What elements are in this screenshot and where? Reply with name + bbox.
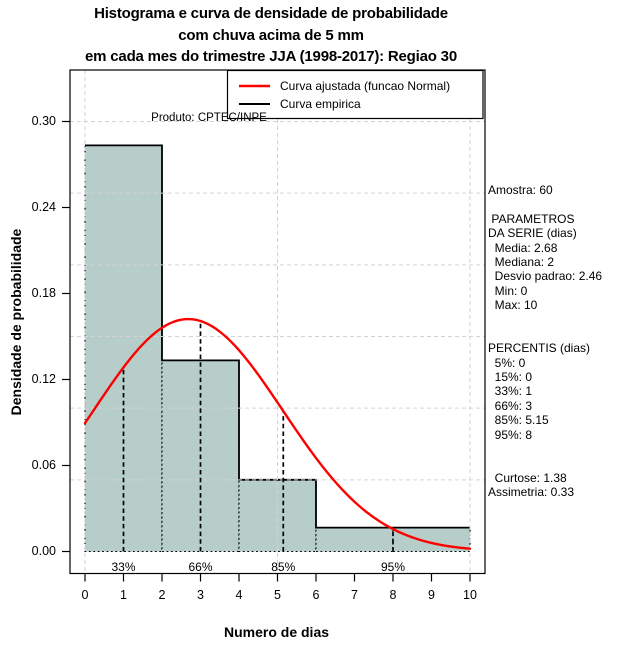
stats-line: PARAMETROS: [488, 211, 575, 226]
stats-line: PERCENTIS (dias): [488, 341, 591, 356]
x-tick-label: 4: [235, 588, 243, 602]
chart-title: [0, 3, 542, 68]
stats-line: Desvio padrao: 2.46: [488, 269, 603, 284]
stats-line: DA SERIE (dias): [488, 226, 577, 241]
stats-line: Amostra: 60: [488, 183, 553, 197]
x-tick-label: 7: [351, 588, 358, 602]
stats-line: Max: 10: [488, 298, 538, 313]
chart-title-line1: Histograma e curva de densidade de probabilidade: [94, 5, 448, 22]
histogram-bar: [316, 528, 393, 552]
legend-label-fitted-curve: Curva ajustada (funcao Normal): [280, 79, 451, 93]
x-tick-label: 9: [428, 588, 435, 602]
stats-line: [488, 197, 602, 211]
stats-line: 66%: 3: [488, 398, 533, 413]
stats-line: Curtose: 1.38: [488, 470, 567, 485]
stats-line: 85%: 5.15: [488, 413, 549, 428]
y-tick-label: 0.18: [31, 286, 56, 300]
stats-line: Min: 0: [488, 283, 528, 298]
stats-line: [488, 442, 602, 456]
percentile-label: 66%: [188, 560, 213, 574]
x-axis-title: Numero de dias: [223, 624, 330, 640]
stats-panel: [488, 183, 602, 500]
chart-title-line3: em cada mes do trimestre JJA (1998-2017): Regiao 30: [85, 48, 457, 65]
y-tick-label: 0.30: [31, 114, 56, 128]
x-tick-label: 8: [389, 588, 397, 602]
y-axis-title: Densidade de probabilidade: [8, 228, 24, 416]
legend-label-empirical-curve: Curva empirica: [280, 97, 361, 111]
chart-title-line2: com chuva acima de 5 mm: [178, 26, 364, 44]
percentile-label: 33%: [111, 560, 136, 574]
stats-line: [488, 327, 602, 341]
histogram-bar: [85, 145, 162, 551]
x-tick-label: 2: [158, 588, 166, 602]
product-label: Produto: CPTEC/INPE: [151, 112, 267, 124]
y-tick-label: 0.24: [31, 200, 56, 214]
stats-line: Media: 2.68: [488, 240, 558, 255]
x-tick-label: 0: [81, 588, 89, 602]
stats-line: [488, 456, 602, 470]
x-tick-label: 1: [120, 588, 127, 602]
stats-line: 33%: 1: [488, 384, 533, 399]
stats-line: Mediana: 2: [488, 254, 555, 269]
percentile-label: 85%: [271, 560, 296, 574]
stats-line: Assimetria: 0.33: [488, 485, 575, 500]
stats-line: 5%: 0: [488, 355, 526, 370]
x-tick-label: 10: [463, 588, 477, 602]
stats-line: [488, 313, 602, 327]
stats-line: 95%: 8: [488, 427, 533, 442]
y-tick-label: 0.06: [31, 458, 56, 472]
y-tick-label: 0.00: [31, 544, 56, 558]
x-tick-label: 5: [274, 588, 281, 602]
x-tick-label: 6: [312, 588, 320, 602]
y-tick-label: 0.12: [31, 372, 56, 386]
x-tick-label: 3: [197, 588, 204, 602]
percentile-label: 95%: [380, 560, 406, 574]
stats-line: 15%: 0: [488, 370, 533, 385]
